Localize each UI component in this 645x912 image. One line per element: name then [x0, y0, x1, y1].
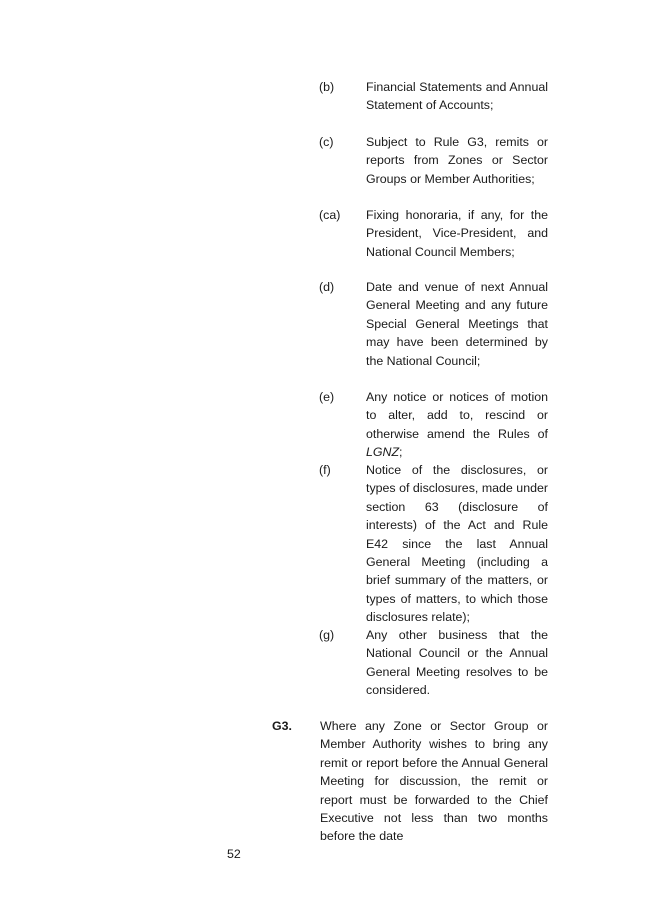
- item-label: (b): [319, 80, 335, 94]
- item-text: Subject to Rule G3, remits or reports from Zones or Sector Groups or Member Authorities;: [366, 135, 548, 186]
- lgnz-term: LGNZ: [366, 445, 400, 460]
- page-number: 52: [227, 847, 241, 861]
- item-text: Notice of the disclosures, or types of disclosures, made under section 63 (disclosure of interests) of the Act and Rule E42 since the last Annual General Meeting (including a brief summary of the matters, or types of matters, to which those disclosures relate);: [366, 463, 548, 625]
- rule-text: Where any Zone or Sector Group or Member Authority wishes to bring any remit or report before the Annual General Meeting for discussion, the remit or report must be forwarded to the Chief Executive not less than two months before the date: [320, 719, 548, 844]
- item-label: (c): [319, 135, 334, 149]
- item-label: (e): [319, 390, 335, 404]
- item-text: Date and venue of next Annual General Meeting and any future Special General Meetings that may have been determined by the National Council;: [366, 280, 548, 368]
- item-label: (f): [319, 463, 331, 477]
- item-text-main: Any notice or notices of motion to alter, add to, rescind or otherwise amend the Rules of: [366, 390, 548, 441]
- item-label: (g): [319, 628, 335, 642]
- item-text: Financial Statements and Annual Statement of Accounts;: [366, 80, 548, 113]
- item-text: Fixing honoraria, if any, for the President, Vice-President, and National Council Members;: [366, 208, 548, 259]
- item-text-end: ;: [399, 445, 403, 460]
- item-label: (d): [319, 280, 335, 294]
- item-text: [366, 388, 548, 462]
- item-label: (ca): [319, 208, 341, 222]
- item-text: Any other business that the National Council or the Annual General Meeting resolves to be considered.: [366, 628, 548, 698]
- rule-number: G3.: [272, 719, 292, 733]
